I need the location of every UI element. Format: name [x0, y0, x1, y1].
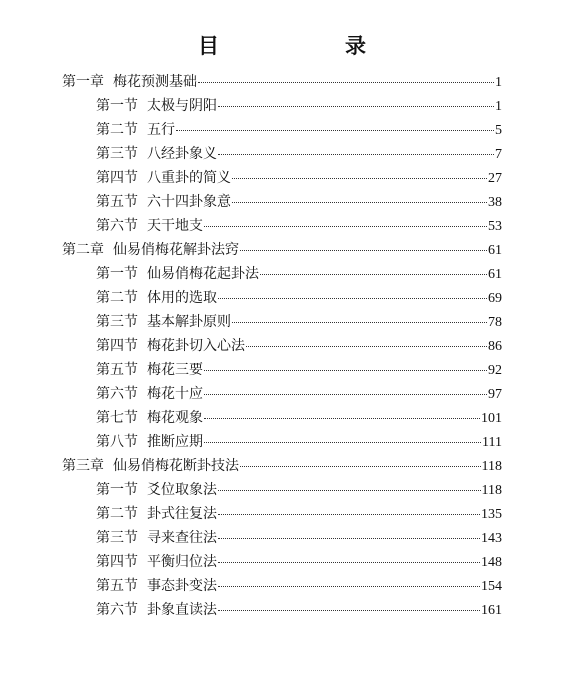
dot-leader: [218, 297, 487, 299]
dot-leader: [198, 81, 494, 83]
toc-section-entry: [62, 334, 502, 358]
toc-entry-number: 第八节: [96, 434, 138, 450]
toc-chapter-entry: [62, 454, 502, 478]
dot-leader: [218, 537, 480, 539]
toc-entry-number: 第二节: [96, 122, 138, 138]
toc-entry-number: 第一节: [96, 266, 138, 282]
toc-section-entry: [62, 526, 502, 550]
dot-leader: [204, 225, 487, 227]
dot-leader: [176, 129, 494, 131]
toc-entry-page-number: 78: [488, 315, 502, 330]
toc-entry-title: 平衡归位法: [147, 554, 217, 570]
toc-entry-page-number: 5: [495, 123, 502, 138]
toc-section-entry: [62, 118, 502, 142]
toc-entry-page-number: 92: [488, 363, 502, 378]
dot-leader: [232, 177, 487, 179]
dot-leader: [232, 321, 487, 323]
toc-entry-page-number: 69: [488, 291, 502, 306]
toc-entry-number: 第三章: [62, 458, 104, 474]
dot-leader: [204, 441, 481, 443]
toc-section-entry: [62, 478, 502, 502]
toc-section-entry: [62, 598, 502, 622]
toc-entry-page-number: 61: [488, 267, 502, 282]
toc-entry-number: 第四节: [96, 338, 138, 354]
dot-leader: [204, 393, 487, 395]
dot-leader: [240, 465, 481, 467]
toc-entry-title: 梅花十应: [147, 386, 203, 402]
toc-entry-page-number: 27: [488, 171, 502, 186]
toc-entry-page-number: 61: [488, 243, 502, 258]
toc-entry-page-number: 101: [481, 411, 502, 426]
toc-section-entry: [62, 190, 502, 214]
toc-section-entry: [62, 94, 502, 118]
toc-entry-title: 体用的选取: [147, 290, 217, 306]
toc-section-entry: [62, 406, 502, 430]
toc-entry-title: 卦式往复法: [147, 506, 217, 522]
toc-entry-page-number: 86: [488, 339, 502, 354]
toc-section-entry: [62, 262, 502, 286]
toc-entry-number: 第五节: [96, 194, 138, 210]
toc-entry-title: 梅花三要: [147, 362, 203, 378]
toc-section-entry: [62, 574, 502, 598]
dot-leader: [218, 105, 494, 107]
toc-entry-title: 推断应期: [147, 434, 203, 450]
dot-leader: [232, 201, 487, 203]
toc-entry-title: 天干地支: [147, 218, 203, 234]
toc-section-entry: [62, 430, 502, 454]
toc-entry-number: 第五节: [96, 362, 138, 378]
dot-leader: [240, 249, 487, 251]
toc-entry-title: 梅花卦切入心法: [147, 338, 245, 354]
toc-section-entry: [62, 142, 502, 166]
dot-leader: [260, 273, 487, 275]
dot-leader: [218, 513, 480, 515]
toc-entry-page-number: 118: [481, 459, 502, 474]
toc-entry-page-number: 97: [488, 387, 502, 402]
dot-leader: [218, 585, 480, 587]
toc-entry-title: 六十四卦象意: [147, 194, 231, 210]
toc-entry-title: 八经卦象义: [147, 146, 217, 162]
toc-entry-number: 第三节: [96, 146, 138, 162]
toc-entry-title: 爻位取象法: [147, 482, 217, 498]
toc-section-entry: [62, 358, 502, 382]
toc-entry-page-number: 111: [482, 435, 502, 450]
dot-leader: [246, 345, 487, 347]
toc-section-entry: [62, 502, 502, 526]
toc-entry-number: 第三节: [96, 530, 138, 546]
toc-entry-page-number: 118: [481, 483, 502, 498]
toc-entry-page-number: 154: [481, 579, 502, 594]
dot-leader: [218, 609, 480, 611]
toc-chapter-entry: [62, 70, 502, 94]
toc-entry-title: 寻来查往法: [147, 530, 217, 546]
toc-entry-number: 第四节: [96, 554, 138, 570]
toc-entry-page-number: 53: [488, 219, 502, 234]
toc-entry-title: 梅花预测基础: [113, 74, 197, 90]
toc-entry-number: 第一节: [96, 482, 138, 498]
toc-entry-title: 五行: [147, 122, 175, 138]
toc-entry-number: 第一节: [96, 98, 138, 114]
toc-entry-title: 仙易俏梅花起卦法: [147, 266, 259, 282]
toc-entry-page-number: 1: [495, 75, 502, 90]
table-of-contents: [62, 70, 502, 622]
page-title: 目 录: [198, 33, 394, 58]
toc-entry-number: 第二节: [96, 506, 138, 522]
dot-leader: [218, 489, 481, 491]
toc-entry-number: 第六节: [96, 602, 138, 618]
toc-entry-number: 第二节: [96, 290, 138, 306]
toc-entry-page-number: 148: [481, 555, 502, 570]
toc-entry-title: 基本解卦原则: [147, 314, 231, 330]
toc-section-entry: [62, 166, 502, 190]
toc-entry-title: 事态卦变法: [147, 578, 217, 594]
dot-leader: [204, 369, 487, 371]
toc-entry-number: 第四节: [96, 170, 138, 186]
dot-leader: [218, 153, 494, 155]
toc-entry-title: 卦象直读法: [147, 602, 217, 618]
toc-entry-number: 第二章: [62, 242, 104, 258]
toc-section-entry: [62, 382, 502, 406]
toc-entry-number: 第一章: [62, 74, 104, 90]
dot-leader: [218, 561, 480, 563]
toc-entry-title: 仙易俏梅花断卦技法: [113, 458, 239, 474]
toc-entry-title: 八重卦的简义: [147, 170, 231, 186]
toc-entry-number: 第三节: [96, 314, 138, 330]
toc-entry-number: 第五节: [96, 578, 138, 594]
toc-chapter-entry: [62, 238, 502, 262]
toc-section-entry: [62, 286, 502, 310]
toc-section-entry: [62, 214, 502, 238]
toc-entry-page-number: 38: [488, 195, 502, 210]
dot-leader: [204, 417, 480, 419]
toc-entry-title: 梅花观象: [147, 410, 203, 426]
toc-entry-number: 第六节: [96, 386, 138, 402]
toc-entry-title: 太极与阴阳: [147, 98, 217, 114]
toc-entry-page-number: 7: [495, 147, 502, 162]
toc-entry-page-number: 161: [481, 603, 502, 618]
toc-entry-page-number: 143: [481, 531, 502, 546]
toc-entry-page-number: 1: [495, 99, 502, 114]
toc-section-entry: [62, 550, 502, 574]
toc-entry-title: 仙易俏梅花解卦法窍: [113, 242, 239, 258]
toc-section-entry: [62, 310, 502, 334]
toc-entry-number: 第六节: [96, 218, 138, 234]
toc-entry-number: 第七节: [96, 410, 138, 426]
toc-entry-page-number: 135: [481, 507, 502, 522]
